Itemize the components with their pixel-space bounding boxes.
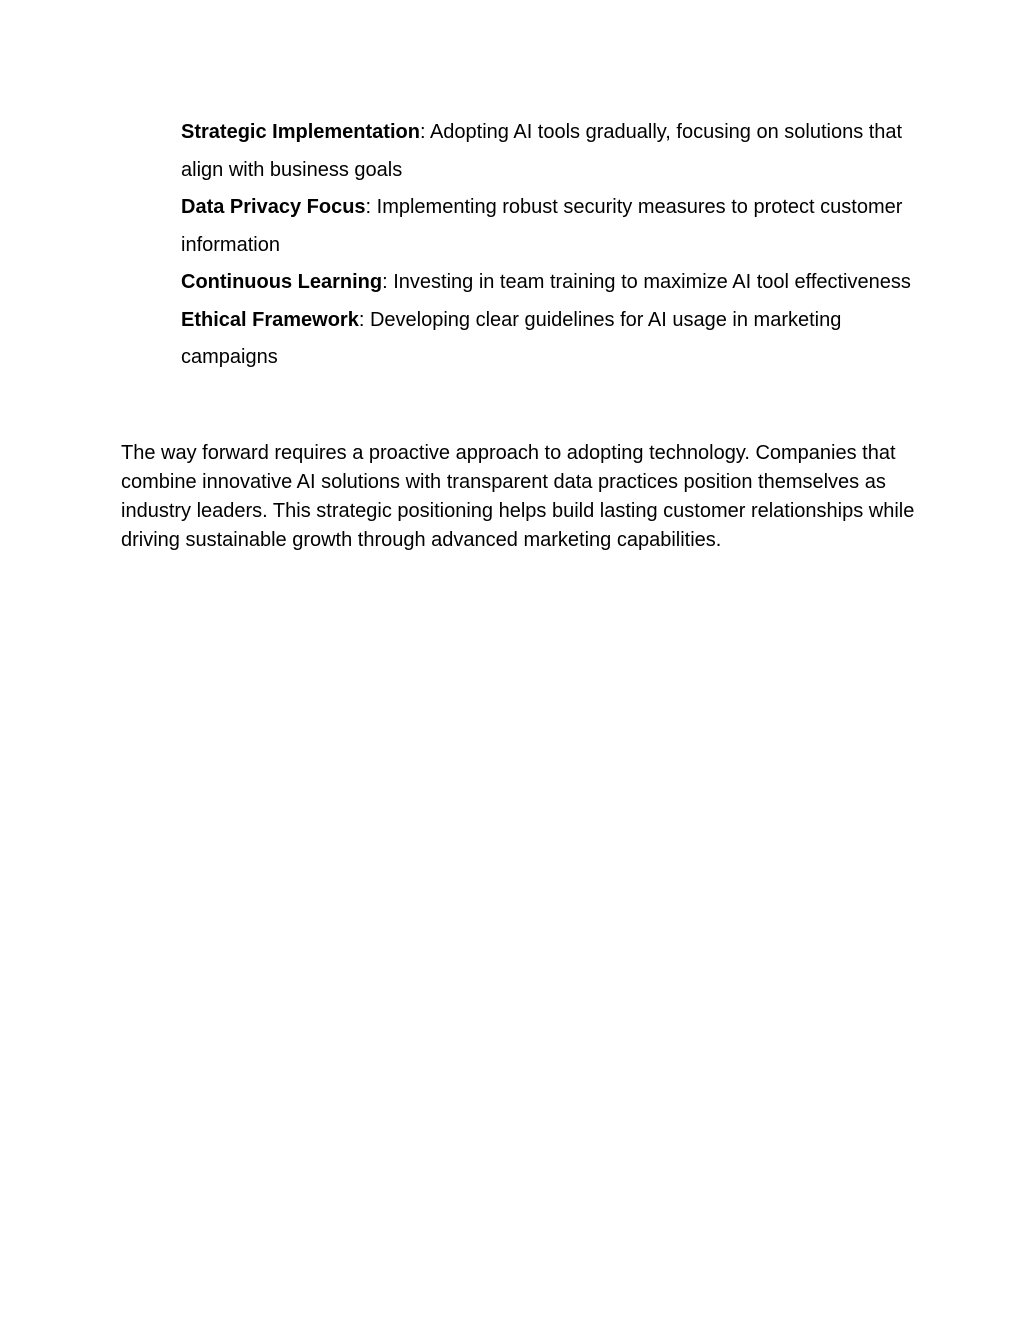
list-item-text: : Developing clear guidelines for AI usage in marketing campaigns: [181, 308, 842, 368]
list-item: [181, 114, 916, 189]
list-item-term: Ethical Framework: [181, 308, 359, 331]
list-item-text: : Investing in team training to maximize AI tool effectiveness: [382, 271, 911, 293]
list-item-text: : Adopting AI tools gradually, focusing on solutions that align with business goals: [181, 121, 903, 181]
list-item: [181, 302, 916, 377]
list-item-text: : Implementing robust security measures to protect customer information: [181, 196, 903, 256]
list-item-term: Continuous Learning: [181, 271, 383, 293]
closing-paragraph: The way forward requires a proactive approach to adopting technology. Companies that combine innovative AI solutions with transparent data practices position themselves as industry leaders. This strategic positioning helps build lasting customer relationships while driving sustainable growth through advanced marketing capabilities.: [121, 442, 915, 551]
list-item: [181, 264, 916, 302]
strategy-list: [181, 114, 916, 377]
list-item-term: Strategic Implementation: [181, 121, 420, 143]
list-item-term: Data Privacy Focus: [181, 196, 366, 218]
list-item: [181, 189, 916, 264]
